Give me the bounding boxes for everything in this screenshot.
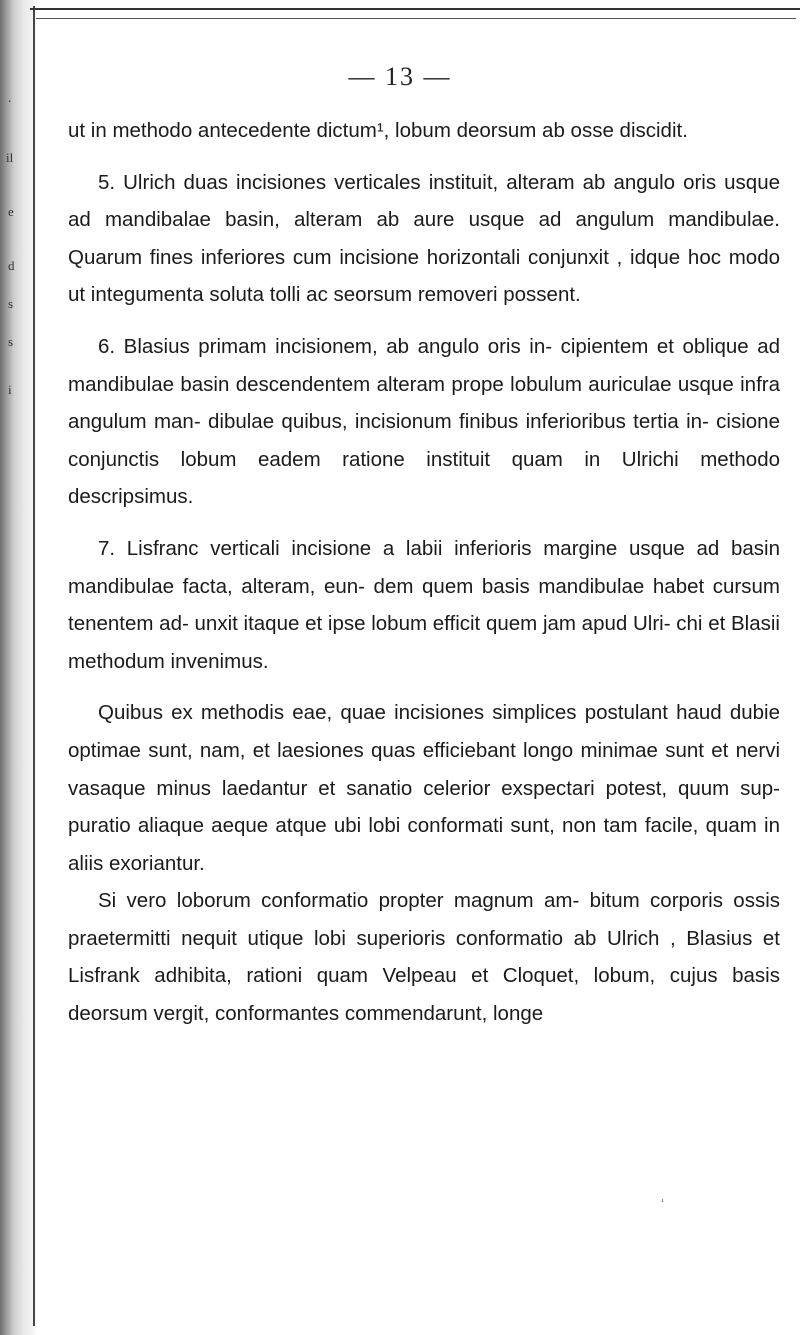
paragraph-lisfranc: 7. Lisfranc verticali incisione a labii inferioris margine usque ad basin mandibulae facta, alteram, eun- dem quem basis mandibulae habet cursum tenentem ad- unxit itaque et ipse lobum efficit quem jam apud Ulri- chi et Blasii methodum invenimus. — [68, 536, 780, 673]
edge-mark: s — [8, 296, 14, 311]
binding-line — [33, 6, 35, 1326]
edge-mark: e — [8, 204, 14, 219]
print-speck: ʻ — [661, 1196, 665, 1212]
edge-mark: . — [8, 90, 12, 105]
edge-mark: i — [8, 382, 12, 397]
top-rule-secondary — [36, 18, 796, 19]
paragraph-methods-comparison: Quibus ex methodis eae, quae incisiones simplices postulant haud dubie optimae sunt, nam, et laesiones quas efficiebant longo minimae sunt et nervi vasaque minus laedantur et sanatio celerior exspectari potest, quum sup- puratio aliaque aeque atque ubi lobi conformati sunt, non tam facile, quam in aliis exoriantur. — [68, 701, 780, 875]
edge-mark: il — [6, 150, 14, 165]
paragraph-loborum-conformatio: Si vero loborum conformatio propter magnum am- bitum corporis ossis praetermitti nequit utique lobi superioris conformatio ab Ulrich , Blasius et Lisfrank adhibita, rationi quam Velpeau et Cloquet, lobum, cujus basis deorsum vergit, conformantes commendarunt, longe — [68, 889, 780, 1026]
body-text — [68, 112, 780, 1033]
paragraph-ulrich: 5. Ulrich duas incisiones verticales instituit, alteram ab angulo oris usque ad mandibalae basin, alteram ab aure usque ad angulum mandibulae. Quarum fines inferiores cum incisione horizontali conjunxit , idque hoc modo ut integumenta soluta tolli ac seorsum removeri possent. — [68, 170, 780, 307]
page-number: — 13 — — [348, 62, 452, 91]
edge-mark: s — [8, 334, 14, 349]
paragraph-blasius: 6. Blasius primam incisionem, ab angulo oris in- cipientem et oblique ad mandibulae basin descendentem alteram prope lobulum auriculae usque infra angulum man- dibulae quibus, incisionum finibus inferioribus tertia in- cisione conjunctis lobum eadem ratione instituit quam in Ulrichi methodo descripsimus. — [68, 334, 780, 509]
edge-mark: d — [8, 258, 15, 273]
top-rule — [30, 8, 800, 10]
paragraph-continuation: ut in methodo antecedente dictum¹, lobum deorsum ab osse discidit. — [68, 119, 688, 142]
